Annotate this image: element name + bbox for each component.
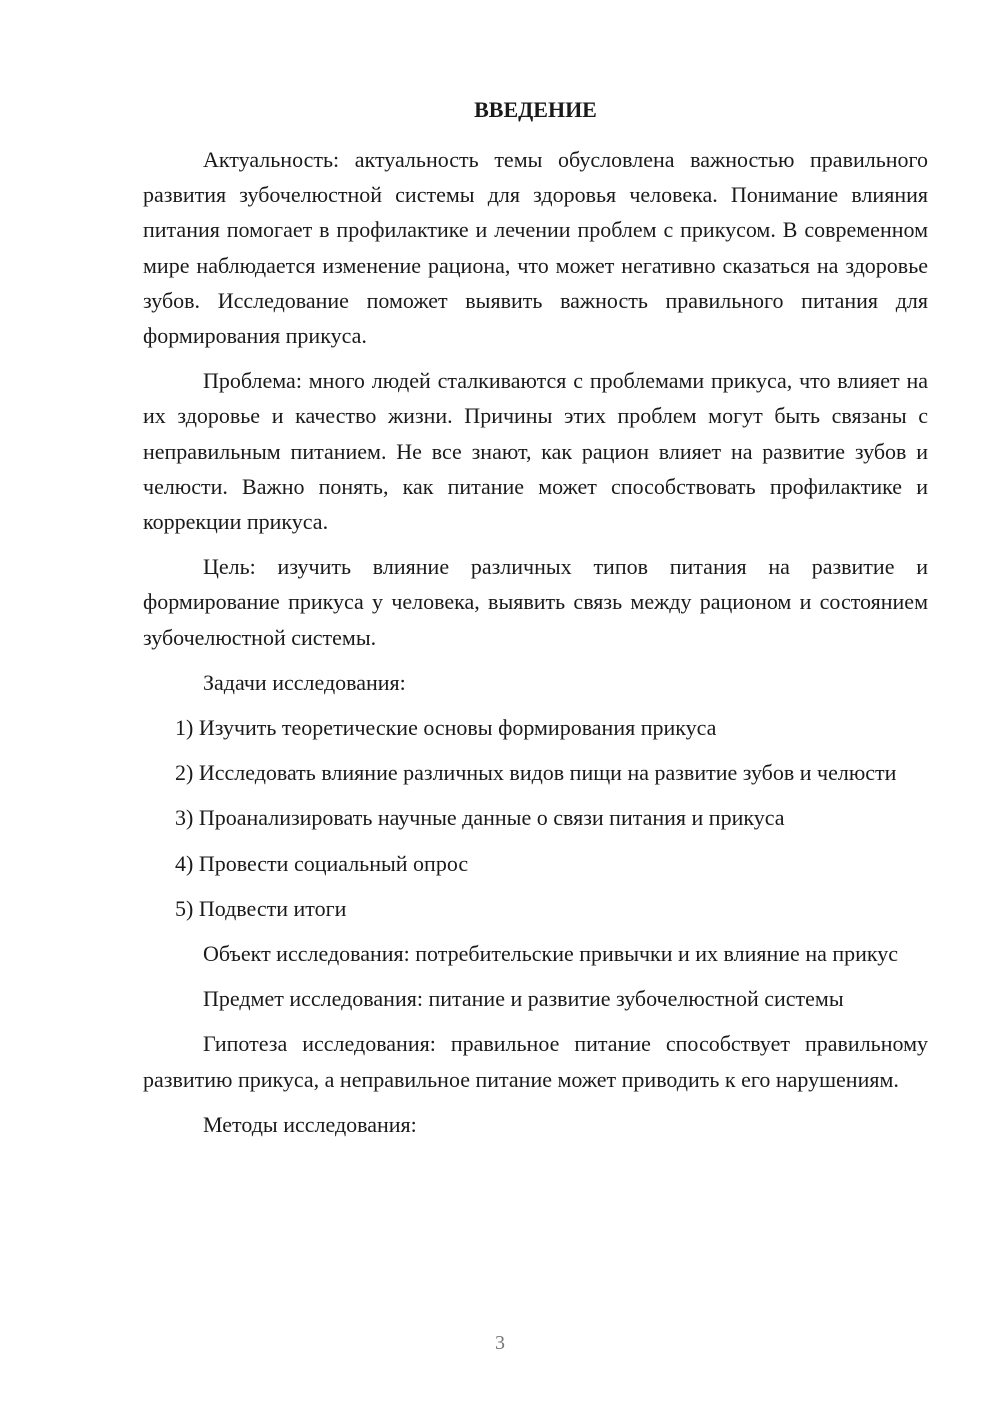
goal-paragraph: Цель: изучить влияние различных типов питания на развитие и формирование прикуса у человека, выявить связь между рационом и состоянием зубочелюстной системы. (143, 554, 928, 650)
task-item: 1) Изучить теоретические основы формирования прикуса (175, 715, 717, 741)
problem-paragraph: Проблема: много людей сталкиваются с проблемами прикуса, что влияет на их здоровье и качество жизни. Причины этих проблем могут быть связаны с неправильным питанием. Не все знают, как рацион влияет на развитие зубов и челюсти. Важно понять, как питание может способствовать профилактике и коррекции прикуса. (143, 368, 928, 535)
object-paragraph: Объект исследования: потребительские привычки и их влияние на прикус (203, 941, 899, 967)
tasks-title: Задачи исследования: (203, 669, 406, 695)
document-page (143, 92, 928, 1152)
task-item: 5) Подвести итоги (175, 895, 347, 921)
task-item: 4) Провести социальный опрос (175, 850, 469, 876)
task-item: 3) Проанализировать научные данные о связи питания и прикуса (175, 805, 785, 831)
relevance-paragraph: Актуальность: актуальность темы обусловлена важностью правильного развития зубочелюстной системы для здоровья человека. Понимание влияния питания помогает в профилактике и лечении проблем с прикусом. В современном мире наблюдается изменение рациона, что может негативно сказаться на здоровье зубов. Исследование поможет выявить важность правильного питания для формирования прикуса. (143, 147, 928, 349)
page-number: 3 (495, 1332, 505, 1354)
methods-title: Методы исследования: (203, 1111, 417, 1137)
subject-paragraph: Предмет исследования: питание и развитие зубочелюстной системы (203, 986, 844, 1012)
task-item: 2) Исследовать влияние различных видов пищи на развитие зубов и челюсти (175, 760, 897, 786)
section-heading: ВВЕДЕНИЕ (474, 97, 597, 122)
hypothesis-paragraph: Гипотеза исследования: правильное питание способствует правильному развитию прикуса, а неправильное питание может приводить к его нарушениям. (143, 1031, 928, 1092)
